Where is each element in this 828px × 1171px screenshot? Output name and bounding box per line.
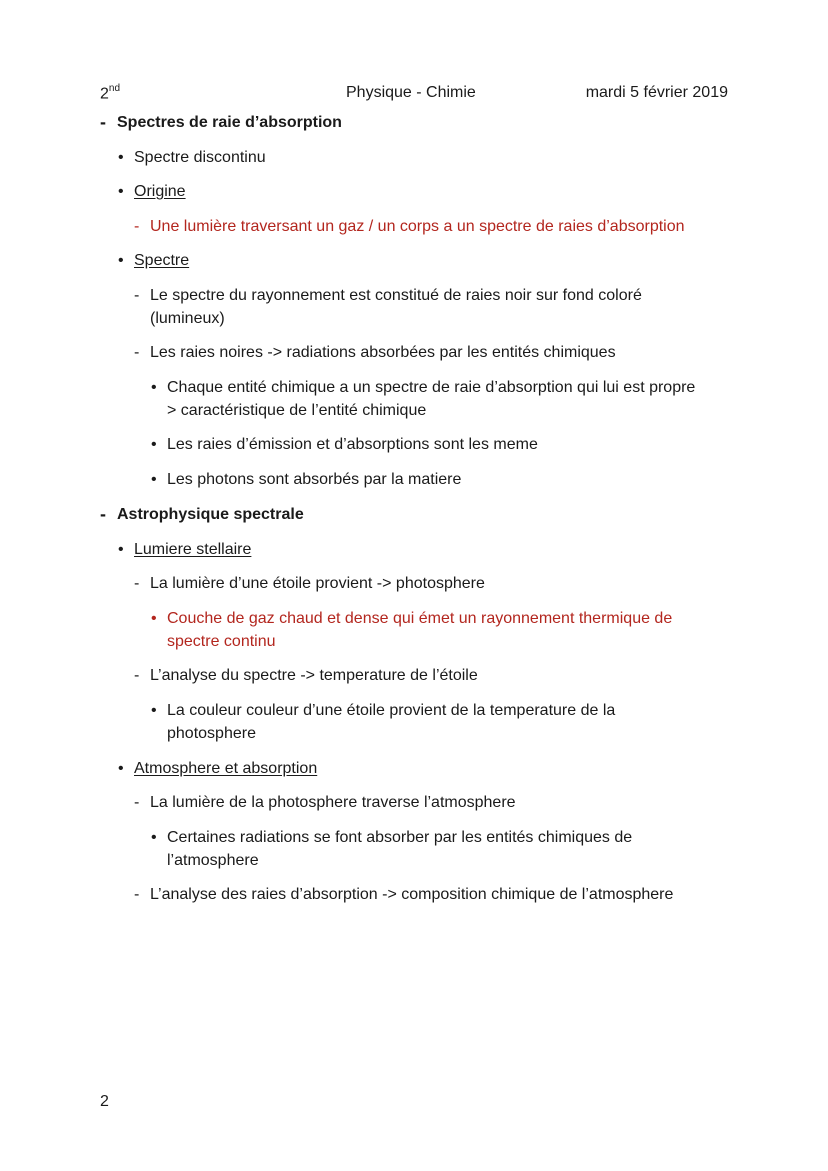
bullet-icon: • [118,760,124,777]
list-item-highlight-continuation: spectre continu [167,633,276,650]
list-item-continuation: l’atmosphere [167,852,259,869]
list-item: La couleur couleur d’une étoile provient de la temperature de la [167,702,616,719]
list-item: Chaque entité chimique a un spectre de raie d’absorption qui lui est propre [167,379,696,396]
list-item-continuation: photosphere [167,725,256,742]
class-level: 2nd [100,83,121,103]
subheading-lumiere-stellaire: Lumiere stellaire [134,541,252,558]
dash-icon: - [134,287,140,304]
subheading-spectre: Spectre [134,252,190,269]
list-item-continuation: (lumineux) [150,310,225,327]
dash-icon: - [134,794,140,811]
subheading-origine: Origine [134,183,186,200]
bullet-icon: • [151,436,157,453]
document-date: mardi 5 février 2019 [585,84,728,101]
bullet-icon: • [151,829,157,846]
list-item: Les raies noires -> radiations absorbées par les entités chimiques [150,344,616,361]
list-item: L’analyse des raies d’absorption -> composition chimique de l’atmosphere [150,886,674,903]
bullet-icon: • [151,610,157,627]
list-item-highlight: Une lumière traversant un gaz / un corps a un spectre de raies d’absorption [150,218,685,235]
list-item: Spectre discontinu [134,149,266,166]
bullet-icon: • [118,252,124,269]
dash-icon: - [134,218,140,235]
bullet-icon: • [118,183,124,200]
list-item: Le spectre du rayonnement est constitué de raies noir sur fond coloré [150,287,642,304]
bullet-icon: • [151,471,157,488]
section-title-astrophysique: Astrophysique spectrale [117,506,304,523]
section-title-absorption: Spectres de raie d’absorption [117,114,342,131]
page-number: 2 [100,1093,109,1110]
section-dash-icon: - [100,504,106,524]
bullet-icon: • [118,149,124,166]
list-item-continuation: > caractéristique de l’entité chimique [167,402,427,419]
dash-icon: - [134,886,140,903]
bullet-icon: • [151,379,157,396]
dash-icon: - [134,667,140,684]
list-item: La lumière d’une étoile provient -> photosphere [150,575,485,592]
subheading-atmosphere: Atmosphere et absorption [134,760,318,777]
section-dash-icon: - [100,112,106,132]
list-item: Les photons sont absorbés par la matiere [167,471,462,488]
list-item: L’analyse du spectre -> temperature de l’étoile [150,667,478,684]
bullet-icon: • [118,541,124,558]
list-item: Les raies d’émission et d’absorptions sont les meme [167,436,538,453]
dash-icon: - [134,575,140,592]
list-item: La lumière de la photosphere traverse l’atmosphere [150,794,516,811]
subject-title: Physique - Chimie [346,84,476,101]
list-item: Certaines radiations se font absorber par les entités chimiques de [167,829,633,846]
page-header [0,84,828,106]
dash-icon: - [134,344,140,361]
list-item-highlight: Couche de gaz chaud et dense qui émet un rayonnement thermique de [167,610,673,627]
bullet-icon: • [151,702,157,719]
